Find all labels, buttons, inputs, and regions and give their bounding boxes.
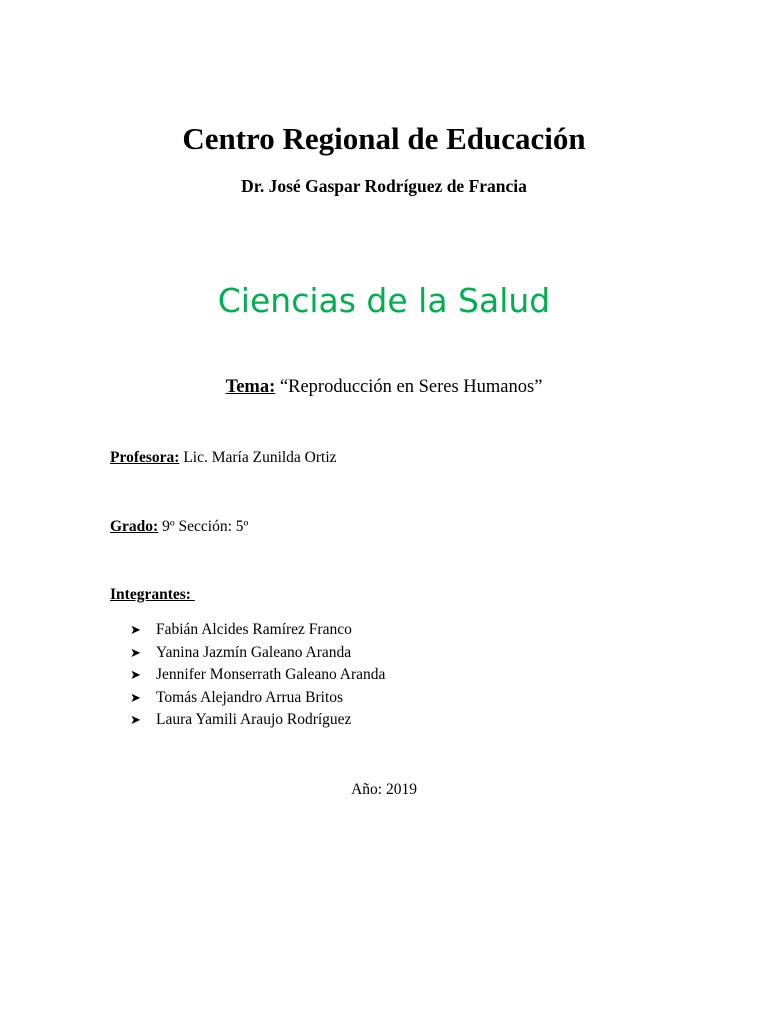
member-name: Fabián Alcides Ramírez Franco	[156, 621, 352, 638]
teacher-label: Profesora:	[110, 449, 180, 466]
topic-value: “Reproducción en Seres Humanos”	[279, 377, 543, 397]
subject-heading: Ciencias de la Salud	[217, 281, 551, 320]
arrowhead-bullet-icon: ➤	[130, 713, 141, 729]
arrowhead-bullet-icon: ➤	[130, 623, 141, 638]
member-name: Tomás Alejandro Arrua Britos	[156, 688, 344, 706]
topic-line	[0, 375, 768, 399]
arrowhead-bullet-icon: ➤	[130, 690, 141, 706]
list-item	[130, 687, 385, 710]
members-label-trailing-space	[191, 586, 195, 603]
list-item	[130, 642, 385, 665]
grade-label: Grado:	[110, 518, 159, 535]
grade-line	[110, 517, 248, 537]
member-name: Yanina Jazmín Galeano Aranda	[156, 643, 352, 661]
list-item	[130, 619, 385, 642]
teacher-value: Lic. María Zunilda Ortiz	[183, 449, 337, 466]
list-item	[130, 664, 385, 687]
topic-label: Tema:	[225, 377, 276, 397]
grade-value: 9º Sección: 5º	[162, 518, 249, 535]
members-label: Integrantes:	[110, 586, 191, 603]
teacher-line	[110, 448, 337, 468]
member-name: Laura Yamili Araujo Rodríguez	[156, 711, 352, 729]
list-item	[130, 709, 385, 732]
arrowhead-bullet-icon: ➤	[130, 645, 141, 661]
members-heading	[110, 585, 195, 605]
members-list	[130, 619, 385, 732]
document-title: Centro Regional de Educación	[182, 121, 586, 156]
year-line: Año: 2019	[351, 781, 417, 798]
member-name: Jennifer Monserrath Galeano Aranda	[156, 666, 386, 684]
arrowhead-bullet-icon: ➤	[130, 668, 141, 684]
document-subtitle: Dr. José Gaspar Rodríguez de Francia	[241, 176, 527, 196]
